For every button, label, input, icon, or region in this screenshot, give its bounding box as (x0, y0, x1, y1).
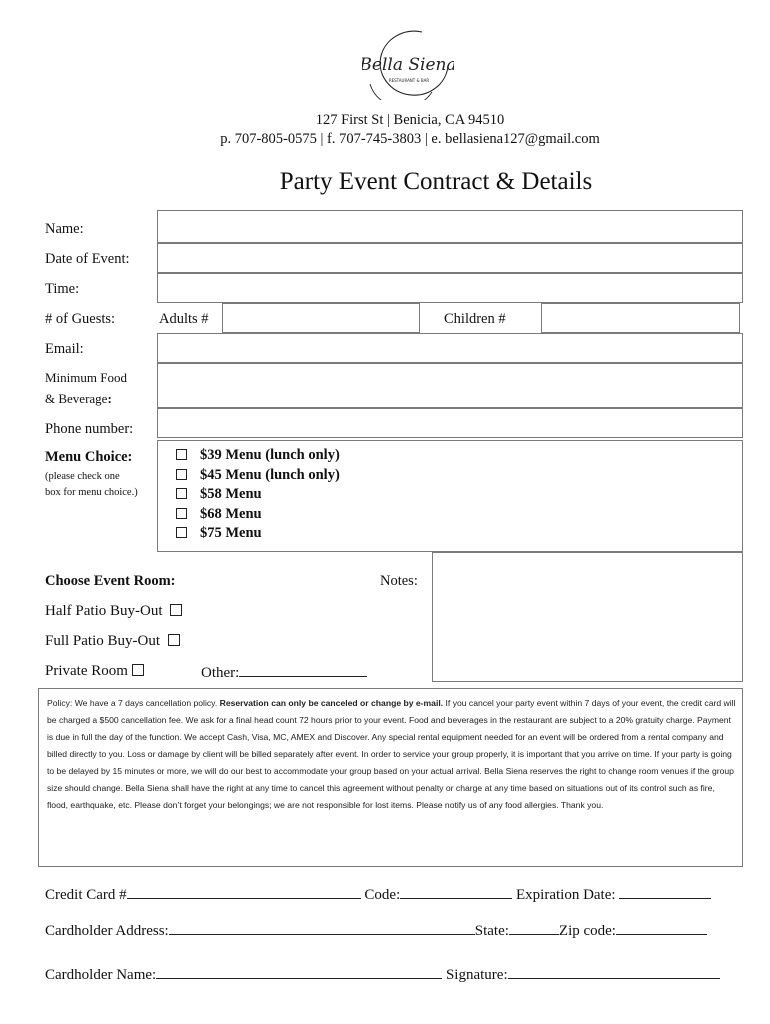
phone-field[interactable] (157, 408, 743, 438)
expiration-line[interactable] (619, 885, 711, 899)
time-label: Time: (45, 281, 80, 297)
full-patio-option[interactable]: Full Patio Buy-Out (45, 633, 180, 650)
notes-label: Notes: (380, 573, 418, 589)
address-line: 127 First St | Benicia, CA 94510 (315, 112, 505, 128)
children-label: Children # (444, 311, 506, 327)
date-label: Date of Event: (45, 251, 130, 267)
state-line[interactable] (509, 921, 559, 935)
menu-hint-1: (please check one (45, 471, 120, 482)
phone-label: Phone number: (45, 421, 134, 437)
min-food-field[interactable] (157, 363, 743, 408)
address-row: Cardholder Address: State: Zip code: (45, 921, 707, 940)
adults-label: Adults # (159, 311, 209, 327)
notes-field[interactable] (432, 552, 743, 682)
name-signature-row: Cardholder Name: Signature: (45, 965, 720, 984)
menu-option[interactable]: $39 Menu (lunch only) (176, 447, 340, 464)
menu-checkbox[interactable] (176, 508, 187, 519)
other-room-line[interactable] (239, 663, 367, 677)
menu-checkbox[interactable] (176, 469, 187, 480)
other-room-option[interactable]: Other: (201, 663, 367, 682)
guests-label: # of Guests: (45, 311, 116, 327)
menu-checkbox[interactable] (176, 449, 187, 460)
date-field[interactable] (157, 243, 743, 273)
private-room-option[interactable]: Private Room (45, 663, 144, 680)
half-patio-checkbox[interactable] (170, 604, 182, 616)
logo-mark (362, 26, 454, 100)
signature-line[interactable] (508, 965, 720, 979)
name-field[interactable] (157, 210, 743, 243)
menu-hint-2: box for menu choice.) (45, 487, 138, 498)
menu-option[interactable]: $68 Menu (176, 506, 262, 523)
menu-checkbox[interactable] (176, 527, 187, 538)
cardholder-name-line[interactable] (156, 965, 442, 979)
logo-text: Bella Siena (362, 55, 454, 75)
email-field[interactable] (157, 333, 743, 363)
email-label: Email: (45, 341, 84, 357)
zip-line[interactable] (616, 921, 707, 935)
credit-card-row: Credit Card # Code: Expiration Date: (45, 885, 711, 904)
policy-text: Policy: We have a 7 days cancellation policy. Reservation can only be canceled or change by e-mail. If you cancel your party event within 7 days of your event, the credit card will be charged a $500 cancellation fee. We ask for a final head count 72 hours prior to your event. Food and beverages in the restaurant are subject to a 20% gratuity charge. Payment is due in full the day of the function. We accept Cash, Visa, MC, AMEX and Discover. Any special rental equipment needed for an event will be ordered from a rental company and billed directly to you. Loss or damage by client will be billed separately after event. In order to service your group properly, it is important that you arrive on time. If your party is going to be delayed by 15 minutes or more, we will do our best to accommodate your group based on your actual arrival. Bella Siena reserves the right to change room venues if the group size should change. Bella Siena shall have the right at any time to cancel this agreement without penalty or charge at any time based on situations out of its control such as fire, flood, earthquake, etc. Please don’t forget your belongings; we are not responsible for lost items. Please notify us of any food allergies. Thank you. (47, 698, 736, 810)
contact-line: p. 707-805-0575 | f. 707-745-3803 | e. bellasiena127@gmail.com (220, 131, 600, 147)
min-food-label-2: & Beverage: (45, 391, 112, 406)
adults-field[interactable] (222, 303, 420, 333)
logo (362, 26, 454, 100)
menu-choice-label: Menu Choice: (45, 449, 133, 465)
event-room-label: Choose Event Room: (45, 573, 176, 589)
time-field[interactable] (157, 273, 743, 303)
logo-subtext: RESTAURANT & BAR (388, 78, 430, 83)
name-label: Name: (45, 221, 84, 237)
children-field[interactable] (541, 303, 740, 333)
cardholder-address-line[interactable] (169, 921, 475, 935)
full-patio-checkbox[interactable] (168, 634, 180, 646)
half-patio-option[interactable]: Half Patio Buy-Out (45, 603, 182, 620)
min-food-label-1: Minimum Food (45, 370, 127, 385)
menu-option[interactable]: $75 Menu (176, 525, 262, 542)
code-line[interactable] (400, 885, 512, 899)
page-title: Party Event Contract & Details (279, 168, 593, 195)
menu-option[interactable]: $45 Menu (lunch only) (176, 467, 340, 484)
menu-option[interactable]: $58 Menu (176, 486, 262, 503)
credit-card-line[interactable] (127, 885, 361, 899)
private-room-checkbox[interactable] (132, 664, 144, 676)
menu-checkbox[interactable] (176, 488, 187, 499)
